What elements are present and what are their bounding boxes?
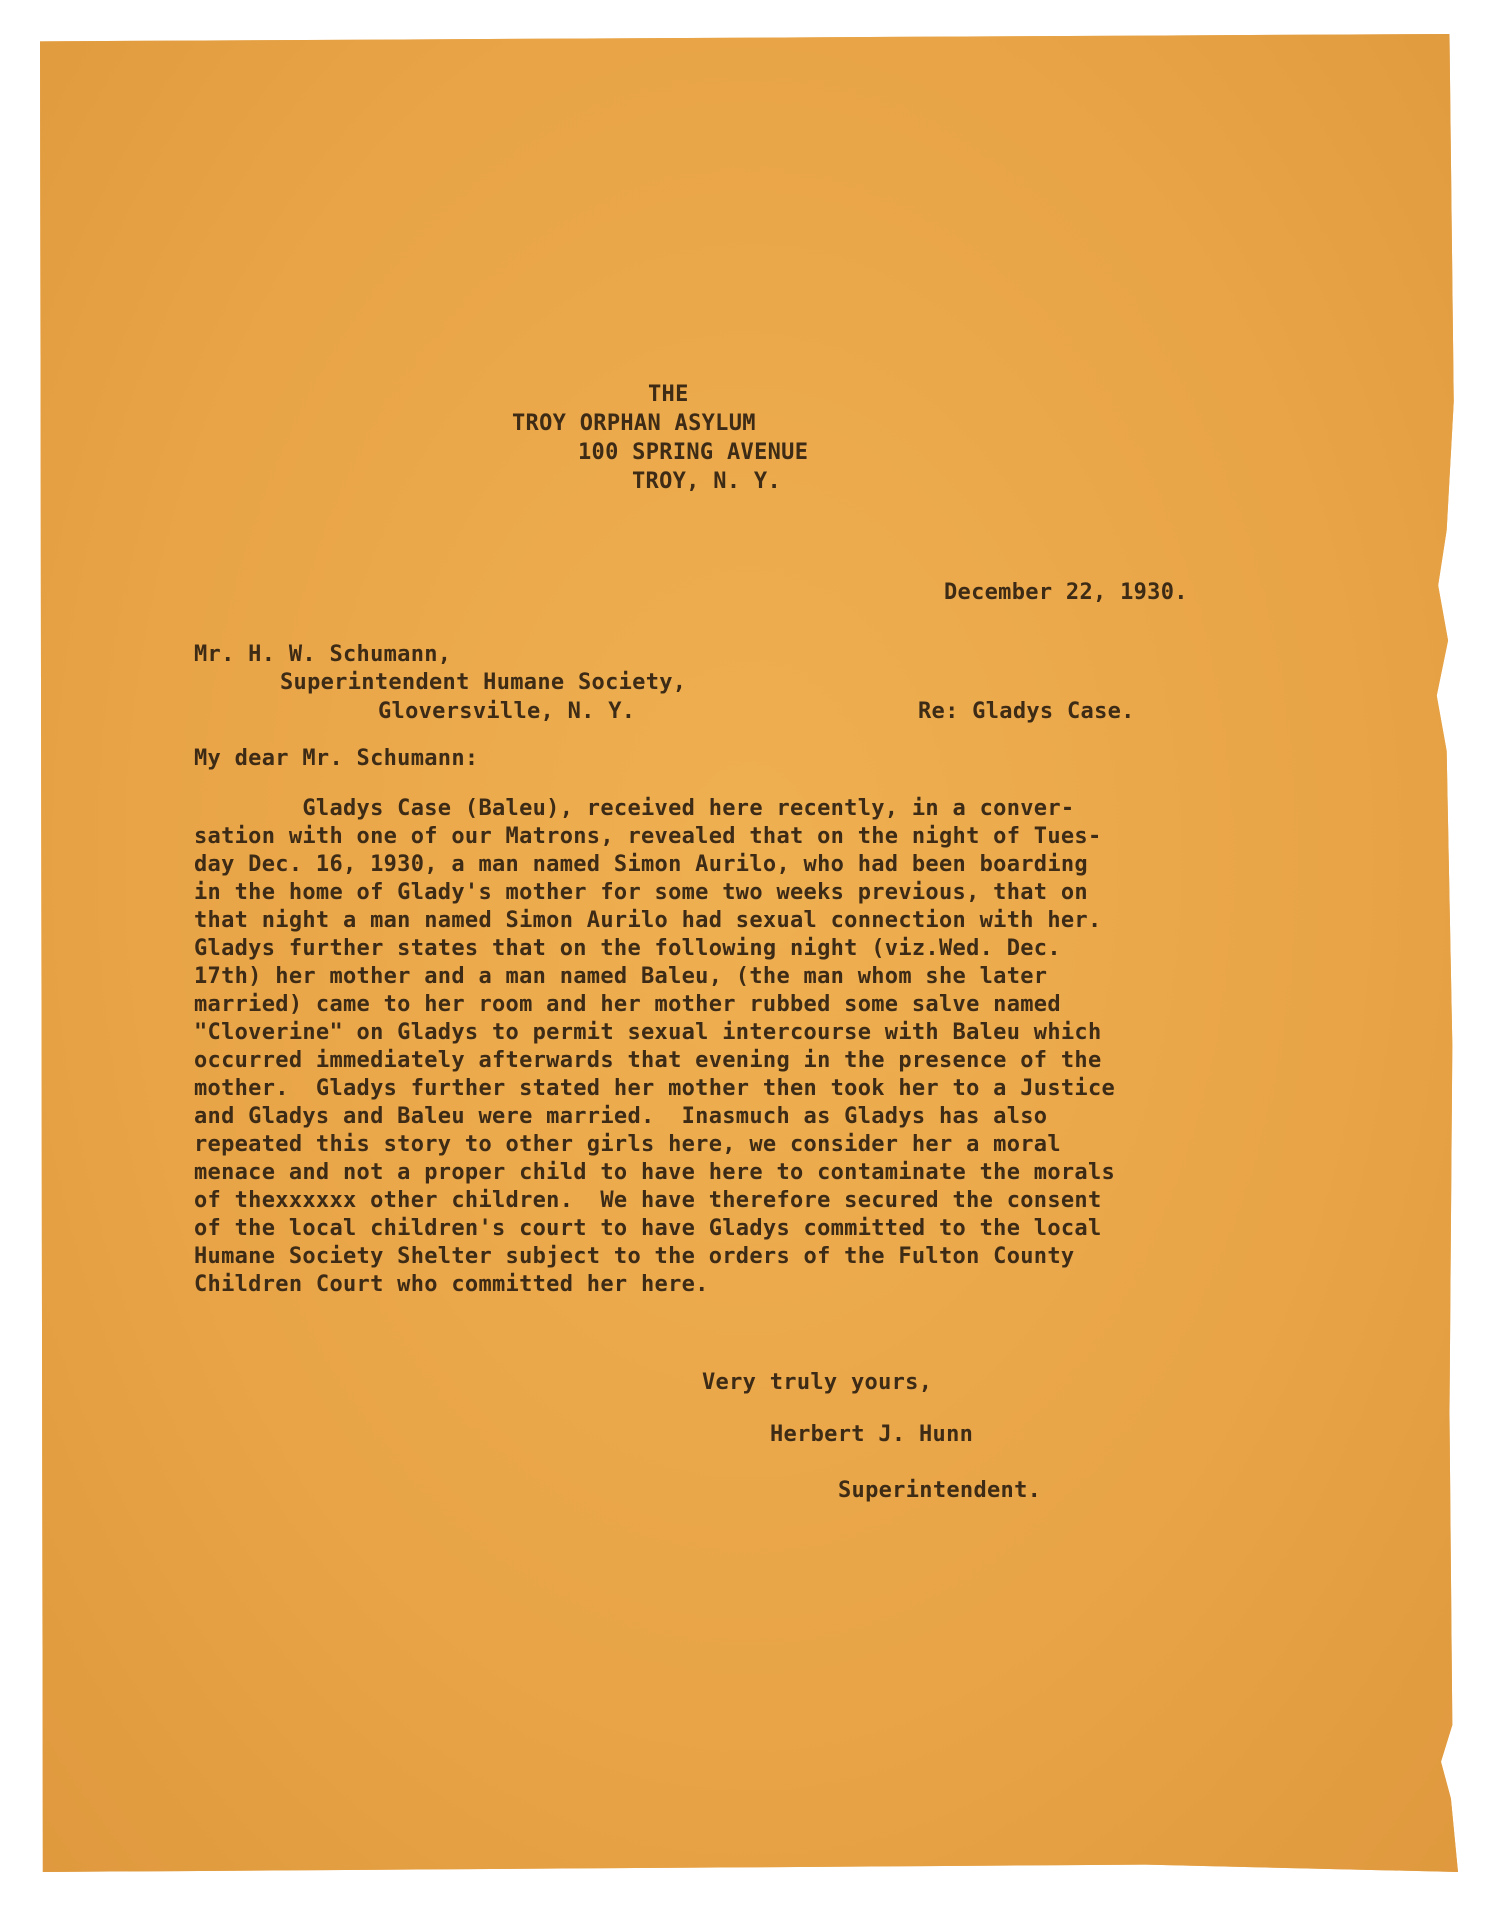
body-line: in the home of Glady's mother for some two weeks previous, that on: [194, 880, 1088, 905]
body-line: Children Court who committed her here.: [194, 1272, 709, 1297]
body-line: sation with one of our Matrons, revealed that on the night of Tues-: [194, 824, 1102, 849]
letterhead-line-1: THE: [648, 382, 689, 407]
salutation: My dear Mr. Schumann:: [194, 746, 479, 771]
recipient-title: Superintendent Humane Society,: [280, 670, 687, 695]
body-line: Gladys Case (Baleu), received here recently, in a conver-: [194, 796, 1075, 821]
letterhead-line-3: 100 SPRING AVENUE: [578, 440, 809, 465]
recipient-city: Gloversville, N. Y.: [378, 699, 636, 724]
body-line: Gladys further states that on the following night (viz.Wed. Dec.: [194, 936, 1061, 961]
body-line: occurred immediately afterwards that evening in the presence of the: [194, 1048, 1102, 1073]
letterhead-line-2: TROY ORPHAN ASYLUM: [512, 411, 756, 436]
closing: Very truly yours,: [702, 1370, 933, 1395]
signer-title: Superintendent.: [838, 1478, 1042, 1503]
body-line: of the local children's court to have Gladys committed to the local: [194, 1216, 1102, 1241]
body-line: mother. Gladys further stated her mother then took her to a Justice: [194, 1076, 1116, 1101]
recipient-name: Mr. H. W. Schumann,: [194, 642, 452, 667]
body-line: married) came to her room and her mother rubbed some salve named: [194, 992, 1061, 1017]
body-line: repeated this story to other girls here, we consider her a moral: [194, 1132, 1061, 1157]
letterhead-line-4: TROY, N. Y.: [632, 469, 781, 494]
subject-line: Re: Gladys Case.: [918, 699, 1135, 724]
body-line: 17th) her mother and a man named Baleu, (the man whom she later: [194, 964, 1048, 989]
body-line: "Cloverine" on Gladys to permit sexual intercourse with Baleu which: [194, 1020, 1102, 1045]
signer-name: Herbert J. Hunn: [770, 1422, 974, 1447]
body-line: that night a man named Simon Aurilo had sexual connection with her.: [194, 908, 1102, 933]
letter-date: December 22, 1930.: [944, 580, 1188, 605]
body-line: Humane Society Shelter subject to the orders of the Fulton County: [194, 1244, 1075, 1269]
body-line: day Dec. 16, 1930, a man named Simon Aurilo, who had been boarding: [194, 852, 1088, 877]
body-line: menace and not a proper child to have here to contaminate the morals: [194, 1160, 1116, 1185]
body-line: and Gladys and Baleu were married. Inasmuch as Gladys has also: [194, 1104, 1048, 1129]
body-line: of thexxxxxx other children. We have therefore secured the consent: [194, 1188, 1102, 1213]
